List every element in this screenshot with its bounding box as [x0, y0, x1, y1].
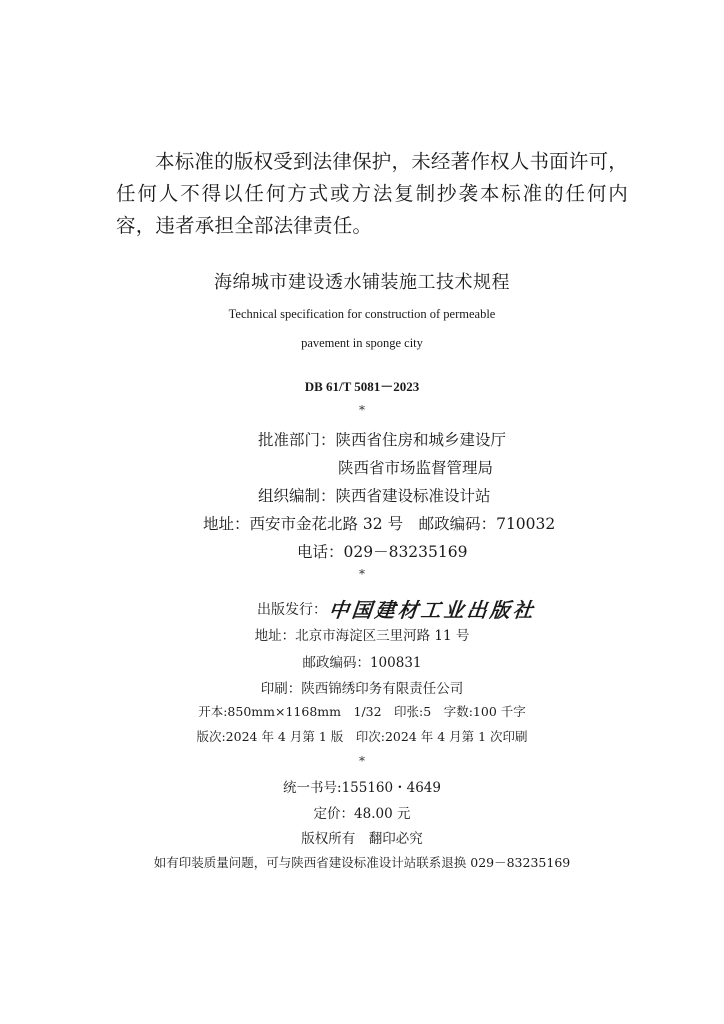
price: 定价：48.00 元: [313, 806, 411, 822]
title-chinese: 海绵城市建设透水铺装施工技术规程: [214, 272, 510, 293]
book-number: 统一书号:155160・4649: [283, 780, 441, 796]
publisher-label: 出版发行：: [257, 601, 327, 618]
book-format: 开本:850mm×1168mm 1/32 印张:5 字数:100 千字: [198, 704, 526, 719]
rights-notice: 版权所有 翻印必究: [301, 831, 423, 847]
title-english: [0, 300, 724, 358]
organizer: 组织编制：陕西省建设标准设计站: [258, 487, 491, 505]
copyright-notice: [116, 146, 628, 242]
organizer-address: 地址：西安市金花北路 32 号 邮政编码：710032: [203, 515, 556, 533]
organizer-phone: 电话：029－83235169: [297, 543, 468, 561]
separator-star: *: [359, 567, 365, 581]
approval-department-second: 陕西省市场监督管理局: [338, 459, 494, 477]
standard-number: DB 61/T 5081－2023: [304, 379, 420, 394]
publisher-postcode: 邮政编码：100831: [302, 655, 422, 671]
title-english-line-1: Technical specification for construction of permeable: [228, 307, 496, 321]
separator-star: *: [359, 754, 365, 768]
publisher-logo: 中国建材工业出版社: [327, 598, 538, 622]
approval-department: 批准部门：陕西省住房和城乡建设厅: [258, 431, 507, 449]
edition-info: 版次:2024 年 4 月第 1 版 印次:2024 年 4 月第 1 次印刷: [196, 729, 528, 744]
publisher-row: [257, 594, 536, 623]
copyright-text: 本标准的版权受到法律保护，未经著作权人书面许可，任何人不得以任何方式或方法复制抄袭本标准的任何内容，违者承担全部法律责任。: [116, 150, 628, 237]
publisher-address: 地址：北京市海淀区三里河路 11 号: [254, 628, 470, 644]
quality-note: 如有印装质量问题，可与陕西省建设标准设计站联系退换 029－83235169: [153, 855, 571, 870]
printer: 印刷：陕西锦绣印务有限责任公司: [260, 681, 464, 697]
separator-star: *: [359, 403, 365, 417]
title-english-line-2: pavement in sponge city: [301, 336, 423, 350]
